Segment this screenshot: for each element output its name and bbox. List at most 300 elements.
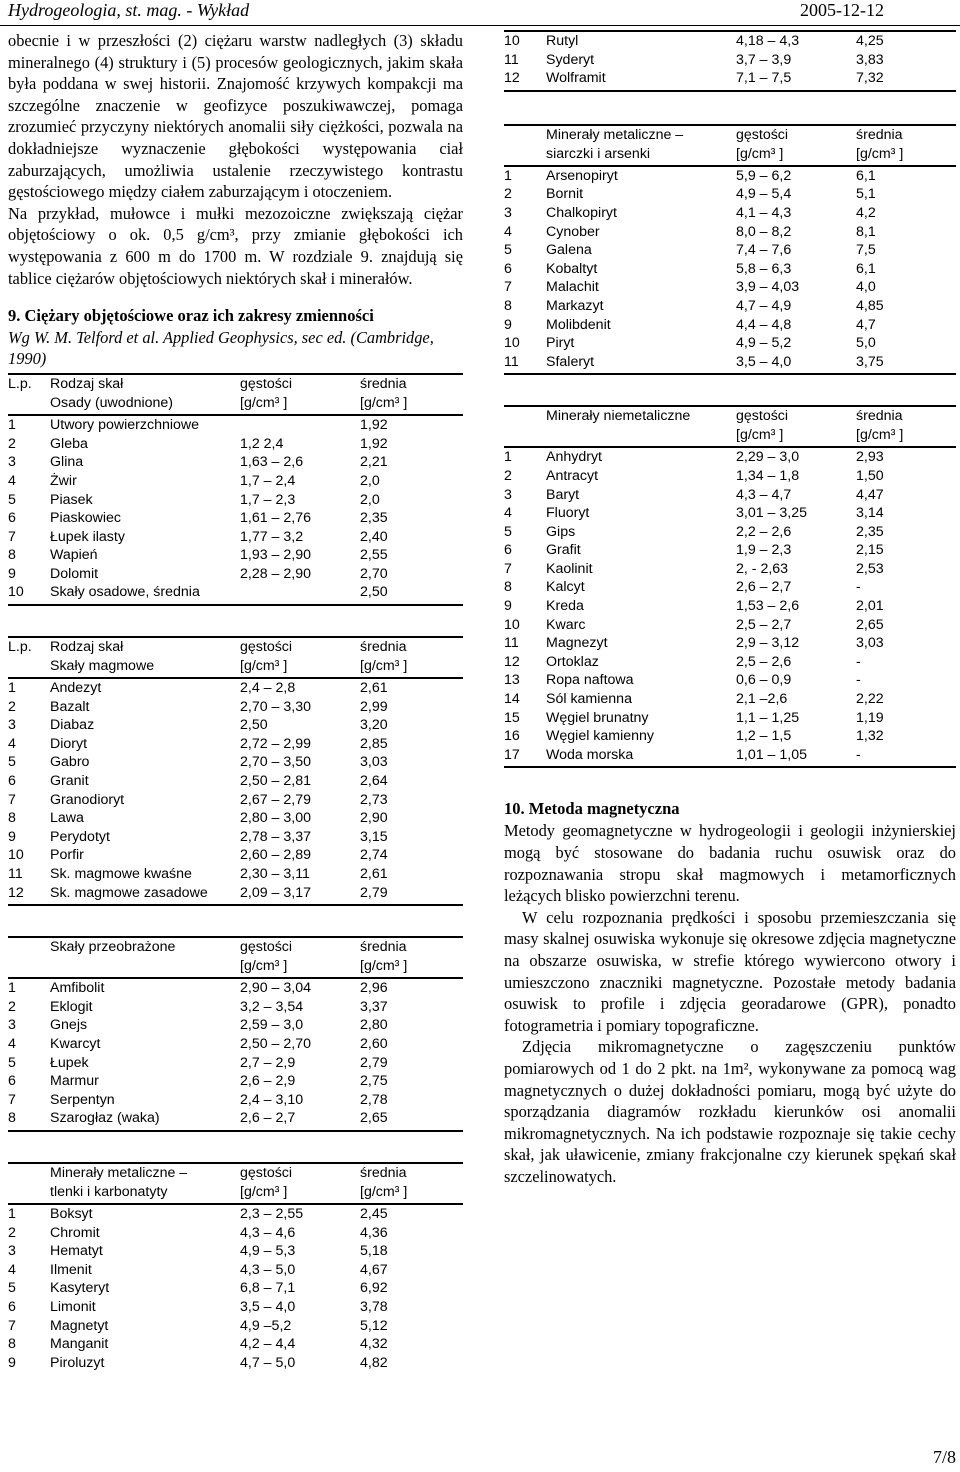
- table-header-col-3: gęstości: [240, 639, 293, 656]
- table-cell-col-1: 5: [504, 523, 512, 540]
- table-cell-col-3: 1,93 – 2,90: [240, 547, 311, 564]
- table-header-row: [8, 1164, 463, 1183]
- table-cell-col-4: -: [856, 653, 861, 670]
- table-row: [504, 616, 956, 635]
- table-cell-col-3: 2,2 – 2,6: [736, 523, 792, 540]
- table-cell-col-1: 1: [8, 417, 16, 434]
- table-header-col-3: gęstości: [736, 408, 789, 425]
- table-cell-col-3: 2,70 – 3,50: [240, 754, 311, 771]
- table-row: [504, 448, 956, 467]
- table-row: [8, 509, 463, 528]
- table-cell-col-1: 9: [8, 1354, 16, 1371]
- table-row: [8, 1279, 463, 1298]
- table-cell-col-4: 3,83: [856, 51, 884, 68]
- table-cell-col-4: 2,50: [360, 584, 388, 601]
- table-cell-col-2: Chromit: [50, 1224, 100, 1241]
- table-row: [8, 772, 463, 791]
- table-cell-col-1: 6: [8, 773, 16, 790]
- table-cell-col-3: 2,80 – 3,00: [240, 810, 311, 827]
- table-cell-col-1: 12: [504, 70, 520, 87]
- table-header-col-2: Rodzaj skał: [50, 639, 124, 656]
- table-cell-col-3: 2,6 – 2,7: [240, 1110, 296, 1127]
- table-cell-col-4: 4,67: [360, 1261, 388, 1278]
- table-cell-col-1: 10: [504, 33, 520, 49]
- table-cell-col-4: 2,0: [360, 491, 380, 508]
- table-cell-col-4: 2,53: [856, 560, 884, 577]
- table-header-col-3: gęstości: [736, 126, 789, 143]
- table-cell-col-3: 2,6 – 2,7: [736, 579, 792, 596]
- table-cell-col-2: Magnetyt: [50, 1317, 109, 1334]
- table-cell-col-1: 5: [8, 1280, 16, 1297]
- table-cell-col-4: 2,35: [360, 510, 388, 527]
- table-cell-col-3: 4,9 –5,2: [240, 1317, 292, 1334]
- table-cell-col-1: 7: [504, 560, 512, 577]
- table-cell-col-4: 2,60: [360, 1035, 388, 1052]
- table-header-row: [8, 657, 463, 676]
- table-cell-col-2: Kaolinit: [546, 560, 593, 577]
- right-column: [504, 30, 956, 1188]
- table-header-col-3: gęstości: [240, 376, 293, 393]
- table-cell-col-2: Amfibolit: [50, 980, 105, 997]
- table-cell-col-1: 3: [8, 717, 16, 734]
- table-cell-col-1: 9: [8, 828, 16, 845]
- table-cell-col-3: 1,77 – 3,2: [240, 528, 304, 545]
- table-cell-col-4: 2,80: [360, 1017, 388, 1034]
- table-cell-col-3: 3,5 – 4,0: [736, 353, 792, 370]
- table-row: [8, 979, 463, 998]
- table-cell-col-2: Grafit: [546, 542, 581, 559]
- table-cell-col-3: 2,50: [240, 717, 268, 734]
- table-cell-col-3: 4,9 – 5,2: [736, 335, 792, 352]
- table-header-col-4: [g/cm³ ]: [360, 658, 408, 675]
- table-row: [504, 746, 956, 765]
- table-cell-col-1: 6: [8, 1298, 16, 1315]
- section-9-heading: 9. Ciężary objętościowe oraz ich zakresy zmienności: [8, 306, 374, 326]
- table-cell-col-4: 2,22: [856, 691, 884, 708]
- table-header-col-4: średnia: [360, 639, 407, 656]
- table-row: [8, 791, 463, 810]
- table-row: [8, 828, 463, 847]
- table-cell-col-4: 2,78: [360, 1091, 388, 1108]
- table-nonmetallic: [504, 405, 956, 768]
- table-cell-col-4: 1,50: [856, 467, 884, 484]
- table-header-col-4: średnia: [856, 408, 903, 425]
- table-row: [504, 727, 956, 746]
- table-cell-col-2: Magnezyt: [546, 635, 608, 652]
- table-header-col-4: [g/cm³ ]: [360, 1183, 408, 1200]
- table-cell-col-1: 2: [8, 435, 16, 452]
- table-cell-col-3: 5,8 – 6,3: [736, 260, 792, 277]
- table-cell-col-2: Gips: [546, 523, 576, 540]
- table-cell-col-4: 3,20: [360, 717, 388, 734]
- table-header-col-3: [g/cm³ ]: [240, 958, 288, 975]
- table-cell-col-4: 2,40: [360, 528, 388, 545]
- table-row: [504, 504, 956, 523]
- table-cell-col-2: Syderyt: [546, 51, 595, 68]
- table-cell-col-3: 2,72 – 2,99: [240, 735, 311, 752]
- table-cell-col-2: Woda morska: [546, 746, 634, 763]
- table-cell-col-4: 1,32: [856, 728, 884, 745]
- table-row: [504, 671, 956, 690]
- table-row: [504, 653, 956, 672]
- table-row: [8, 1354, 463, 1373]
- table-cell-col-3: 3,2 – 3,54: [240, 998, 304, 1015]
- table-row: [504, 278, 956, 297]
- table-row: [504, 316, 956, 335]
- table-row: [8, 753, 463, 772]
- table-header-col-2: Minerały metaliczne –: [50, 1164, 188, 1181]
- table-cell-col-2: Marmur: [50, 1073, 99, 1090]
- table-cell-col-4: 2,35: [856, 523, 884, 540]
- table-row: [8, 1091, 463, 1110]
- table-cell-col-4: 1,92: [360, 435, 388, 452]
- table-cell-col-2: Gleba: [50, 435, 88, 452]
- table-cell-col-3: 2,4 – 2,8: [240, 680, 296, 697]
- table-row: [8, 809, 463, 828]
- table-row: [504, 634, 956, 653]
- table-cell-col-1: 6: [8, 1073, 16, 1090]
- table-cell-col-4: 2,93: [856, 449, 884, 466]
- table-header-row: [8, 1183, 463, 1202]
- section-9-citation: Wg W. M. Telford et al. Applied Geophysics, sec ed. (Cambridge, 1990): [8, 328, 434, 369]
- table-row: [504, 223, 956, 242]
- table-row: [8, 1224, 463, 1243]
- table-cell-col-2: Łupek ilasty: [50, 528, 125, 545]
- table-row: [8, 716, 463, 735]
- table-cell-col-4: 3,78: [360, 1298, 388, 1315]
- table-cell-col-1: 4: [504, 505, 512, 522]
- table-cell-col-2: Andezyt: [50, 680, 102, 697]
- table-row: [504, 334, 956, 353]
- table-cell-col-2: Galena: [546, 242, 592, 259]
- table-cell-col-1: 2: [504, 467, 512, 484]
- table-row: [504, 709, 956, 728]
- table-row: [8, 1054, 463, 1073]
- table-cell-col-4: 2,79: [360, 1054, 388, 1071]
- table-cell-col-2: Piasek: [50, 491, 93, 508]
- table-cell-col-3: 0,6 – 0,9: [736, 672, 792, 689]
- table-cell-col-3: 4,2 – 4,4: [240, 1336, 296, 1353]
- table-cell-col-1: 5: [8, 1054, 16, 1071]
- intro-text: [8, 30, 463, 289]
- table-metamorphic: [8, 936, 463, 1132]
- intro-paragraph-1: obecnie i w przeszłości (2) ciężaru warstw nadległych (3) składu mineralnego (4) struktury i (5) procesów geologicznych, jakim skała była poddana w swej historii. Znajomość krzywych kompakcji ma szczególne znaczenie w geofizyce poszukiwawczej, pomaga zrozumieć przyczyny niektórych anomalii siły ciężkości, pozwala na dokładniejsze wyznaczenie głębokości występowania ciał zaburzających, umożliwia ustalenie rzeczywistego kontrastu gęstościowego między ciałem zaburzającym i otoczeniem.: [8, 31, 463, 202]
- table-row: [504, 297, 956, 316]
- table-row: [8, 416, 463, 435]
- table-cell-col-2: Cynober: [546, 223, 600, 240]
- table-cell-col-3: 1,1 – 1,25: [736, 709, 800, 726]
- section-10-paragraph-2: W celu rozpoznania prędkości i sposobu przemieszczania się masy skalnej osuwiska wykonuje się okresowe zdjęcia magnetyczne na obszarze osuwiska, w strefie którego wywiercono otwory i umieszczono znaczniki magnetyczne. Pozostałe metody badania osuwisk to profile i zdjęcia georadarowe (GPR), ponadto fotogrametria i pomiary topograficzne.: [504, 907, 956, 1035]
- table-cell-col-2: Piroluzyt: [50, 1354, 105, 1371]
- table-cell-col-4: 2,74: [360, 847, 388, 864]
- table-row: [8, 528, 463, 547]
- table-cell-col-2: Wapień: [50, 547, 98, 564]
- table-row: [8, 698, 463, 717]
- table-cell-col-2: Chalkopiryt: [546, 204, 617, 221]
- table-cell-col-1: 8: [504, 579, 512, 596]
- header-rule: [0, 25, 960, 26]
- table-cell-col-3: 3,9 – 4,03: [736, 279, 800, 296]
- table-cell-col-4: 2,45: [360, 1205, 388, 1222]
- table-cell-col-4: 2,61: [360, 866, 388, 882]
- table-cell-col-1: 1: [504, 167, 512, 184]
- section-10-text: [504, 820, 956, 1187]
- table-row: [8, 472, 463, 491]
- table-header-col-4: średnia: [360, 376, 407, 393]
- table-header-col-4: [g/cm³ ]: [856, 145, 904, 162]
- table-cell-col-4: 6,92: [360, 1280, 388, 1297]
- intro-paragraph-2: Na przykład, mułowce i mułki mezozoiczne zwiększają ciężar objętościowy o ok. 0,5 g/cm³, przy zmianie głębokości ich występowania z 600 m do 1700 m. W rozdziale 9. znajdują się tablice ciężarów objętościowych niektórych skał i minerałów.: [8, 203, 463, 288]
- table-cell-col-1: 9: [504, 316, 512, 333]
- table-cell-col-4: 4,25: [856, 33, 884, 49]
- table-cell-col-3: 7,4 – 7,6: [736, 242, 792, 259]
- table-cell-col-2: Ilmenit: [50, 1261, 92, 1278]
- table-cell-col-4: 5,18: [360, 1243, 388, 1260]
- table-cell-col-2: Węgiel kamienny: [546, 728, 655, 745]
- table-cell-col-1: 2: [8, 698, 16, 715]
- table-cell-col-1: 7: [8, 1317, 16, 1334]
- table-cell-col-3: 2,50 – 2,70: [240, 1035, 311, 1052]
- table-row: [8, 1335, 463, 1354]
- table-cell-col-4: 2,61: [360, 680, 388, 697]
- table-cell-col-1: 10: [8, 847, 24, 864]
- table-cell-col-3: 1,61 – 2,76: [240, 510, 311, 527]
- table-cell-col-4: 2,99: [360, 698, 388, 715]
- table-cell-col-2: Wolframit: [546, 70, 606, 87]
- table-cell-col-4: 2,21: [360, 454, 388, 471]
- table-row: [8, 1242, 463, 1261]
- table-cell-col-2: Szarogłaz (waka): [50, 1110, 160, 1127]
- table-cell-col-3: 2,4 – 3,10: [240, 1091, 304, 1108]
- table-row: [504, 204, 956, 223]
- table-cell-col-1: 11: [8, 866, 23, 882]
- table-row: [8, 735, 463, 754]
- table-cell-col-3: 2,28 – 2,90: [240, 565, 311, 582]
- table-cell-col-2: Żwir: [50, 472, 77, 489]
- table-row: [8, 1317, 463, 1336]
- table-cell-col-3: 4,3 – 4,6: [240, 1224, 296, 1241]
- table-cell-col-2: Bazalt: [50, 698, 90, 715]
- table-header-col-3: gęstości: [240, 1164, 293, 1181]
- table-cell-col-3: 2,67 – 2,79: [240, 791, 311, 808]
- table-cell-col-2: Piryt: [546, 335, 575, 352]
- table-cell-col-3: 2,50 – 2,81: [240, 773, 311, 790]
- table-cell-col-3: 2,7 – 2,9: [240, 1054, 296, 1071]
- table-row: [504, 32, 956, 51]
- table-cell-col-4: -: [856, 672, 861, 689]
- table-cell-col-3: 3,5 – 4,0: [240, 1298, 296, 1315]
- table-cell-col-3: 8,0 – 8,2: [736, 223, 792, 240]
- table-cell-col-4: 5,12: [360, 1317, 388, 1334]
- table-header-col-4: [g/cm³ ]: [360, 395, 408, 412]
- table-row: [8, 491, 463, 510]
- left-column: [8, 30, 463, 1372]
- table-cell-col-2: Ropa naftowa: [546, 672, 634, 689]
- table-cell-col-1: 8: [504, 297, 512, 314]
- table-cell-col-1: 8: [8, 547, 16, 564]
- table-row: [504, 185, 956, 204]
- table-cell-col-1: 2: [504, 186, 512, 203]
- table-cell-col-3: 2,6 – 2,9: [240, 1073, 296, 1090]
- table-cell-col-2: Malachit: [546, 279, 599, 296]
- table-cell-col-1: 7: [8, 528, 16, 545]
- table-cell-col-2: Limonit: [50, 1298, 96, 1315]
- table-cell-col-2: Bornit: [546, 186, 584, 203]
- table-header-row: [8, 938, 463, 957]
- table-row: [8, 998, 463, 1017]
- table-cell-col-2: Granit: [50, 773, 89, 790]
- table-cell-col-3: 4,7 – 4,9: [736, 297, 792, 314]
- table-cell-col-4: 2,15: [856, 542, 884, 559]
- table-row: [8, 1035, 463, 1054]
- table-cell-col-2: Ortoklaz: [546, 653, 599, 670]
- table-cell-col-1: 13: [504, 672, 520, 689]
- table-cell-col-3: 2,90 – 3,04: [240, 980, 311, 997]
- table-row: [8, 565, 463, 584]
- table-header-col-3: [g/cm³ ]: [736, 145, 784, 162]
- page-number: 7/8: [932, 1447, 956, 1467]
- table-row: [8, 679, 463, 698]
- table-cell-col-2: Sk. magmowe kwaśne: [50, 866, 192, 882]
- table-cell-col-4: 3,03: [856, 635, 884, 652]
- table-cell-col-3: 4,1 – 4,3: [736, 204, 792, 221]
- table-cell-col-4: 2,85: [360, 735, 388, 752]
- table-cell-col-4: 2,75: [360, 1073, 388, 1090]
- table-row: [504, 690, 956, 709]
- table-cell-col-2: Piaskowiec: [50, 510, 121, 527]
- page-header-date: 2005-12-12: [800, 0, 884, 20]
- table-cell-col-3: 3,01 – 3,25: [736, 505, 807, 522]
- table-cell-col-3: 2, - 2,63: [736, 560, 789, 577]
- table-header-col-2: Skały magmowe: [50, 658, 155, 675]
- table-row: [504, 241, 956, 260]
- table-header-row: [504, 407, 956, 426]
- table-row: [8, 435, 463, 454]
- table-cell-col-3: 1,34 – 1,8: [736, 467, 800, 484]
- table-cell-col-1: 9: [504, 598, 512, 615]
- table-cell-col-3: 1,01 – 1,05: [736, 746, 807, 763]
- table-row: [8, 865, 463, 884]
- table-cell-col-1: 1: [504, 449, 512, 466]
- table-cell-col-2: Molibdenit: [546, 316, 611, 333]
- table-header-col-4: [g/cm³ ]: [856, 427, 904, 444]
- table-cell-col-2: Sk. magmowe zasadowe: [50, 884, 208, 901]
- table-cell-col-2: Kwarc: [546, 616, 586, 633]
- table-cell-col-2: Dolomit: [50, 565, 99, 582]
- table-cell-col-3: 2,29 – 3,0: [736, 449, 800, 466]
- table-cell-col-4: 3,15: [360, 828, 388, 845]
- table-cell-col-4: 4,36: [360, 1224, 388, 1241]
- table-cell-col-3: 1,53 – 2,6: [736, 598, 800, 615]
- table-row: [8, 846, 463, 865]
- table-cell-col-2: Węgiel brunatny: [546, 709, 649, 726]
- table-cell-col-2: Dioryt: [50, 735, 88, 752]
- table-cell-col-2: Kreda: [546, 598, 584, 615]
- table-cell-col-1: 10: [504, 616, 520, 633]
- table-cell-col-4: 2,65: [856, 616, 884, 633]
- table-cell-col-3: 1,7 – 2,4: [240, 472, 296, 489]
- table-cell-col-3: 2,09 – 3,17: [240, 884, 311, 901]
- table-cell-col-2: Kwarcyt: [50, 1035, 101, 1052]
- table-header-col-2: Rodzaj skał: [50, 376, 124, 393]
- table-cell-col-1: 5: [8, 491, 16, 508]
- table-cell-col-3: 4,3 – 5,0: [240, 1261, 296, 1278]
- table-cell-col-1: 2: [8, 998, 16, 1015]
- table-header-row: [8, 394, 463, 413]
- table-cell-col-1: 3: [8, 1243, 16, 1260]
- table-row: [8, 583, 463, 602]
- table-cell-col-4: 6,1: [856, 260, 876, 277]
- table-cell-col-3: 2,5 – 2,7: [736, 616, 792, 633]
- table-cell-col-3: 7,1 – 7,5: [736, 70, 792, 87]
- table-cell-col-4: 3,37: [360, 998, 388, 1015]
- table-cell-col-3: 4,9 – 5,3: [240, 1243, 296, 1260]
- table-cell-col-4: 8,1: [856, 223, 876, 240]
- table-cell-col-2: Serpentyn: [50, 1091, 115, 1108]
- table-cell-col-4: 2,73: [360, 791, 388, 808]
- table-cell-col-1: 6: [504, 542, 512, 559]
- table-cell-col-3: 4,9 – 5,4: [736, 186, 792, 203]
- table-cell-col-4: 4,47: [856, 486, 884, 503]
- table-cell-col-3: 4,4 – 4,8: [736, 316, 792, 333]
- table-row: [504, 486, 956, 505]
- table-cell-col-2: Sól kamienna: [546, 691, 632, 708]
- table-cell-col-4: 5,1: [856, 186, 876, 203]
- table-cell-col-1: 5: [504, 242, 512, 259]
- table-header-col-3: [g/cm³ ]: [736, 427, 784, 444]
- table-cell-col-2: Boksyt: [50, 1205, 93, 1222]
- table-cell-col-1: 4: [8, 735, 16, 752]
- table-cell-col-2: Kobaltyt: [546, 260, 598, 277]
- table-cell-col-4: 4,2: [856, 204, 876, 221]
- table-cell-col-2: Porfir: [50, 847, 84, 864]
- table-cell-col-4: 7,5: [856, 242, 876, 259]
- table-cell-col-1: 7: [8, 791, 16, 808]
- table-cell-col-1: 16: [504, 728, 520, 745]
- table-cell-col-2: Baryt: [546, 486, 580, 503]
- table-row: [504, 597, 956, 616]
- table-cell-col-1: 8: [8, 810, 16, 827]
- table-header-col-3: [g/cm³ ]: [240, 658, 288, 675]
- table-row: [504, 523, 956, 542]
- table-cell-col-3: 2,5 – 2,6: [736, 653, 792, 670]
- table-cell-col-2: Anhydryt: [546, 449, 602, 466]
- table-header-col-4: średnia: [360, 1164, 407, 1181]
- table-cell-col-3: 1,9 – 2,3: [736, 542, 792, 559]
- table-cell-col-4: 2,70: [360, 565, 388, 582]
- table-cell-col-4: 6,1: [856, 167, 876, 184]
- table-cell-col-1: 11: [504, 353, 519, 370]
- table-cell-col-3: 1,63 – 2,6: [240, 454, 304, 471]
- table-cell-col-1: 1: [8, 1205, 16, 1222]
- table-cell-col-4: 4,85: [856, 297, 884, 314]
- table-cell-col-1: 4: [8, 1035, 16, 1052]
- table-row: [8, 453, 463, 472]
- table-cell-col-2: Diabaz: [50, 717, 95, 734]
- table-cell-col-1: 1: [8, 980, 16, 997]
- table-header-col-2: Minerały metaliczne –: [546, 126, 684, 143]
- section-10-paragraph-3: Zdjęcia mikromagnetyczne o zagęszczeniu punktów pomiarowych od 1 do 2 pkt. na 1m², wykonywane za pomocą wag magnetycznych o dużej dokładności pomiaru, mogą być użyte do sporządzania diagramów rozkładu kierunków osi anomalii mikromagnetycznych. Na ich podstawie rozpoznaje się takie cechy skał, jak uławicenie, zmiany frakcjonalne czy kierunek spękań skał szczelinowatych.: [504, 1037, 956, 1186]
- table-cell-col-3: 2,60 – 2,89: [240, 847, 311, 864]
- table-row: [8, 1072, 463, 1091]
- table-row: [8, 546, 463, 565]
- table-cell-col-2: Gnejs: [50, 1017, 88, 1034]
- table-cell-col-1: 5: [8, 754, 16, 771]
- table-row: [504, 578, 956, 597]
- table-cell-col-2: Kasyteryt: [50, 1280, 110, 1297]
- table-cell-col-3: 1,2 2,4: [240, 435, 284, 452]
- table-cell-col-2: Rutyl: [546, 33, 579, 49]
